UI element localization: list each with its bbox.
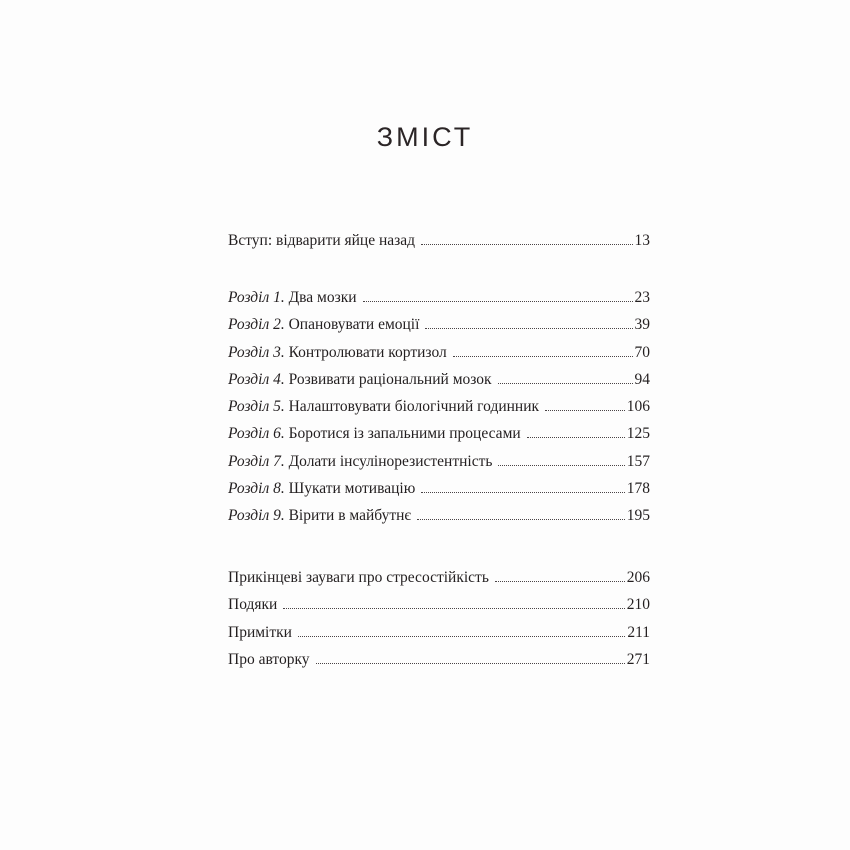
- toc-page-number: 195: [626, 507, 650, 525]
- chapter-prefix: Розділ 2.: [228, 316, 285, 334]
- dot-leader: [495, 581, 625, 582]
- toc-page-number: 271: [626, 650, 650, 668]
- toc-back-matter-group: [228, 564, 650, 673]
- toc-entry-label: [228, 366, 492, 393]
- chapter-title: Шукати мотивацію: [288, 480, 416, 498]
- toc-page-number: 210: [626, 596, 650, 614]
- toc-entry-chapter-9: [228, 502, 650, 529]
- toc-entry-label: [228, 311, 419, 338]
- dot-leader: [425, 328, 632, 329]
- chapter-title: Контролювати кортизол: [288, 343, 447, 361]
- chapter-prefix: Розділ 6.: [228, 425, 285, 443]
- dot-leader: [453, 356, 633, 357]
- dot-leader: [363, 301, 633, 302]
- dot-leader: [498, 383, 633, 384]
- dot-leader: [316, 663, 625, 664]
- toc-entry-label: Про авторку: [228, 650, 310, 668]
- chapter-prefix: Розділ 3.: [228, 343, 285, 361]
- toc-entry-about-author: [228, 646, 650, 673]
- page-title: ЗМІСТ: [376, 122, 474, 152]
- dot-leader: [545, 410, 625, 411]
- toc-entry-label: [228, 448, 492, 475]
- chapter-title: Два мозки: [288, 289, 357, 306]
- toc-intro-group: [228, 227, 650, 254]
- dot-leader: [417, 519, 625, 520]
- chapter-prefix: Розділ 9.: [228, 507, 285, 525]
- dot-leader: [298, 636, 625, 637]
- toc-entry-label: [228, 393, 539, 420]
- toc-chapters-group: [228, 284, 650, 530]
- toc-entry-chapter-4: [228, 366, 650, 393]
- chapter-prefix: Розділ 7.: [228, 452, 285, 470]
- chapter-title: Боротися із запальними процесами: [288, 425, 521, 443]
- toc-entry-chapter-6: [228, 420, 650, 447]
- toc-entry-chapter-2: [228, 311, 650, 338]
- toc-entry-label: [228, 339, 447, 366]
- toc-page-number: 206: [626, 569, 650, 586]
- toc-entry-notes: [228, 619, 650, 646]
- toc-entry-label: Примітки: [228, 623, 292, 641]
- toc-entry-chapter-3: [228, 339, 650, 366]
- chapter-title: Налаштовувати біологічний годинник: [288, 398, 540, 416]
- dot-leader: [421, 492, 624, 493]
- toc-entry-label: [228, 284, 357, 311]
- toc-entry-acknowledgements: [228, 591, 650, 618]
- toc-entry-afterword: [228, 564, 650, 591]
- toc-entry-label: Вступ: відварити яйце назад: [228, 232, 416, 249]
- toc-entry-chapter-7: [228, 448, 650, 475]
- chapter-title: Вірити в майбутнє: [288, 507, 412, 525]
- chapter-title: Опановувати емоції: [288, 316, 420, 334]
- toc-page-number: 39: [634, 316, 650, 334]
- toc-page-number: 211: [627, 623, 650, 641]
- chapter-prefix: Розділ 1.: [228, 289, 285, 306]
- toc-page-number: 157: [626, 452, 650, 470]
- dot-leader: [421, 244, 632, 245]
- toc-entry-label: Прикінцеві зауваги про стресостійкість: [228, 569, 489, 586]
- toc-entry-label: [228, 420, 521, 447]
- chapter-prefix: Розділ 5.: [228, 398, 285, 416]
- toc-entry-label: Подяки: [228, 596, 278, 614]
- chapter-prefix: Розділ 8.: [228, 480, 285, 498]
- dot-leader: [283, 608, 624, 609]
- toc-entry-intro: [228, 227, 650, 254]
- chapter-prefix: Розділ 4.: [228, 370, 285, 388]
- chapter-title: Долати інсулінорезистентність: [288, 452, 493, 470]
- toc-page-number: 70: [634, 343, 650, 361]
- toc-page-number: 178: [626, 480, 650, 498]
- chapter-title: Розвивати раціональний мозок: [288, 370, 492, 388]
- toc-page-number: 13: [634, 232, 650, 249]
- toc-entry-chapter-8: [228, 475, 650, 502]
- toc-page-number: 106: [626, 398, 650, 416]
- dot-leader: [527, 437, 625, 438]
- toc-entry-label: [228, 502, 411, 529]
- toc-entry-chapter-1: [228, 284, 650, 311]
- toc-page-number: 23: [634, 289, 650, 306]
- toc-entry-chapter-5: [228, 393, 650, 420]
- toc-entry-label: [228, 475, 415, 502]
- toc-page-number: 125: [626, 425, 650, 443]
- dot-leader: [498, 465, 624, 466]
- toc-page-number: 94: [634, 370, 650, 388]
